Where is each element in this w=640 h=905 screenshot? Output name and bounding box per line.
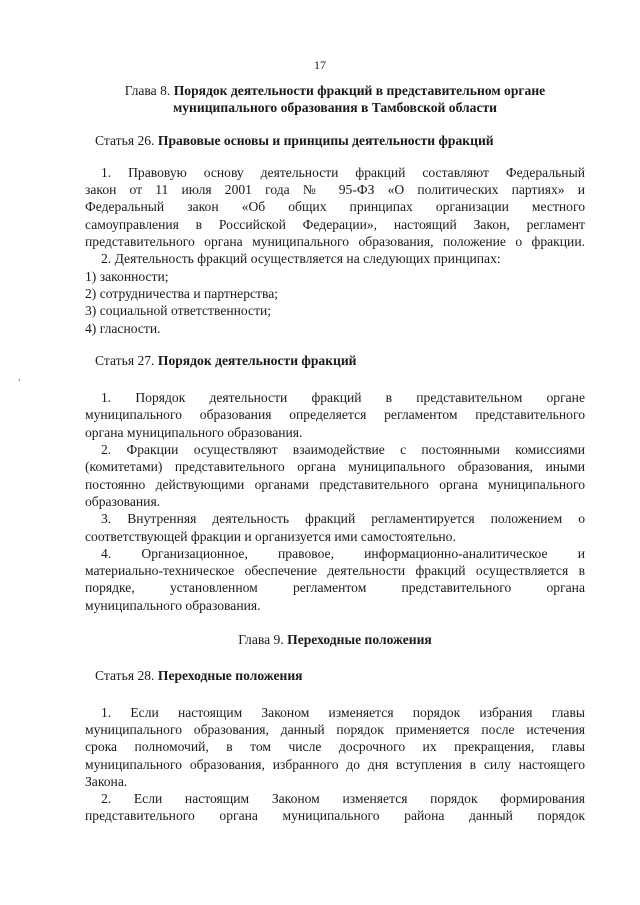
chapter-8-heading	[85, 82, 585, 117]
chapter-9-title: Переходные положения	[287, 632, 432, 648]
article-28-heading	[85, 667, 585, 684]
article-27-p2-line1: 2. Фракции осуществляют взаимодействие с постоянными комиссиями	[101, 442, 585, 458]
article-27-p4-line3: порядке, установленном регламентом представительного органа	[85, 580, 585, 596]
article-27-p4-line4: муниципального образования.	[85, 597, 261, 613]
article-28-p2-line2: представительного органа муниципального района данный порядок	[85, 808, 585, 824]
document-body	[85, 82, 585, 825]
chapter-9-label: Глава 9.	[238, 632, 284, 648]
article-28-p1-line2: муниципального образования, данный порядок применяется после истечения	[85, 721, 585, 737]
article-27-p2-line3: постоянно действующими органами представительного органа муниципального	[85, 476, 585, 492]
article-27-title: Порядок деятельности фракций	[157, 352, 357, 368]
article-28-p2-line1: 2. Если настоящим Законом изменяется порядок формирования	[101, 791, 585, 807]
article-26-label: Статья 26.	[95, 132, 155, 148]
article-28-title: Переходные положения	[157, 668, 303, 684]
article-28-p1-line3: срока полномочий, в том числе досрочного их прекращения, главы	[85, 739, 585, 755]
article-27-p4-line2: материально-техническое обеспечение деятельности фракций осуществляется в	[85, 563, 585, 579]
chapter-8-label: Глава 8.	[124, 83, 171, 98]
article-27-p1-line3: органа муниципального образования.	[85, 424, 303, 440]
article-26-p1-line4: самоуправления в Российской Федерации», настоящий Закон, регламент	[85, 216, 585, 232]
article-26-heading	[85, 132, 585, 149]
principle-item: 1) законности;	[85, 268, 169, 284]
article-27-p3-line2: соответствующей фракции и организуется ими самостоятельно.	[85, 528, 456, 544]
principle-item: 4) гласности.	[85, 320, 161, 336]
article-26-p1-line5: представительного органа муниципального образования, положение о фракции.	[85, 234, 585, 250]
article-28-p1-line5: Закона.	[85, 773, 128, 789]
article-27-label: Статья 27.	[95, 352, 155, 368]
chapter-9-heading	[85, 631, 585, 648]
article-27-p1-line1: 1. Порядок деятельности фракций в представительном органе	[101, 390, 585, 406]
article-28-label: Статья 28.	[95, 668, 155, 684]
principle-item: 3) социальной ответственности;	[85, 303, 272, 319]
article-27-heading	[85, 352, 585, 369]
article-26-p1-line3: Федеральный закон «Об общих принципах организации местного	[85, 199, 585, 215]
article-28-p1-line1: 1. Если настоящим Законом изменяется порядок избрания главы	[101, 704, 585, 720]
article-26-p1-line1: 1. Правовую основу деятельности фракций составляют Федеральный	[101, 164, 585, 180]
article-27-p2-line4: образования.	[85, 493, 161, 509]
article-26-p1-line2: закон от 11 июля 2001 года № 95-ФЗ «О политических партиях» и	[85, 182, 585, 198]
article-27-p2-line2: (комитетами) представительного органа муниципального образования, иными	[85, 459, 585, 475]
article-27-p1-line2: муниципального образования определяется регламентом представительного	[85, 407, 585, 423]
page-number: 17	[314, 58, 326, 72]
chapter-8-title-line2: муниципального образования в Тамбовской области	[173, 100, 497, 116]
article-27-p4-line1: 4. Организационное, правовое, информационно-аналитическое и	[101, 545, 585, 561]
article-26-p2: 2. Деятельность фракций осуществляется на следующих принципах:	[101, 251, 501, 267]
principle-item: 2) сотрудничества и партнерства;	[85, 285, 279, 301]
article-28-p1-line4: муниципального образования, избранного до дня вступления в силу настоящего	[85, 756, 585, 772]
article-26-title: Правовые основы и принципы деятельности фракций	[157, 132, 494, 148]
chapter-8-title-line1: Порядок деятельности фракций в представительном органе	[173, 83, 546, 98]
article-27-p3-line1: 3. Внутренняя деятельность фракций регламентируется положением о	[101, 511, 585, 527]
scan-mark: ,	[18, 372, 21, 383]
